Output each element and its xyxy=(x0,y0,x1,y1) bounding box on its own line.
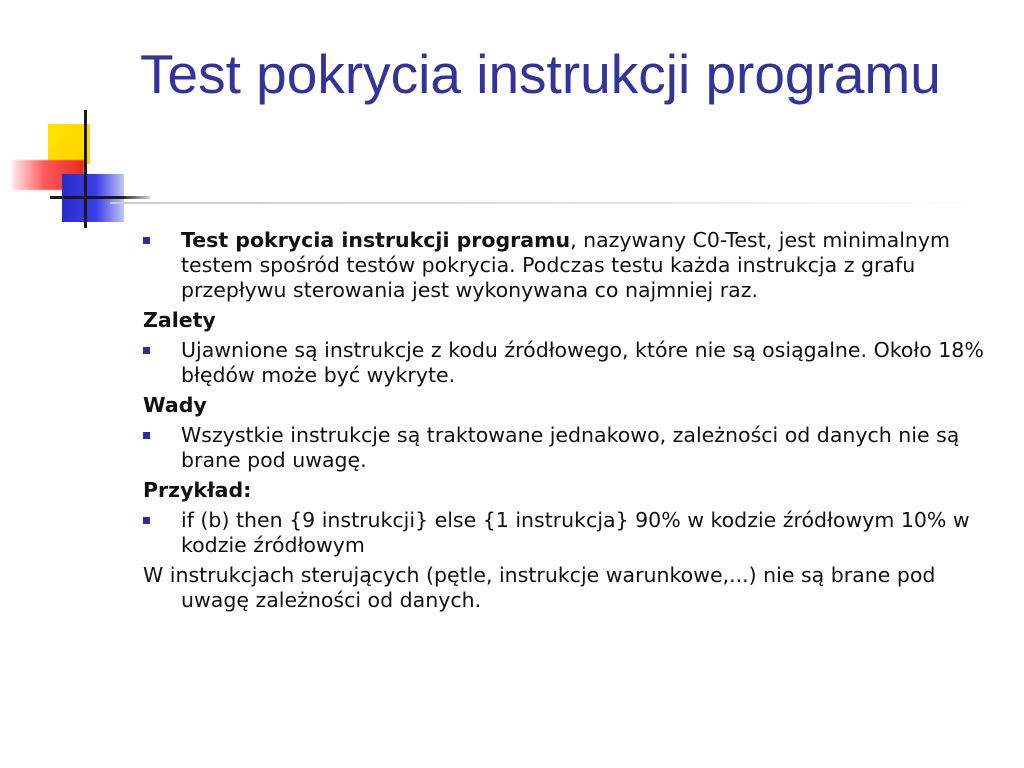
closing-paragraph: W instrukcjach sterujących (pętle, instrukcje warunkowe,...) nie są brane pod uwagę zależności od danych. xyxy=(143,563,936,612)
bullet-square-icon xyxy=(143,347,150,354)
section-heading-przyklad: Przykład: xyxy=(143,478,252,502)
slide-title: Test pokrycia instrukcji programu xyxy=(140,43,941,105)
corner-decoration xyxy=(0,0,150,240)
decoration-horizontal-line xyxy=(50,196,150,199)
bullet-item-example xyxy=(143,508,988,558)
bullet-square-icon xyxy=(143,517,150,524)
bullet-item-advantages xyxy=(143,338,988,388)
bullet-item-disadvantages xyxy=(143,423,988,473)
bullet-text: if (b) then {9 instrukcji} else {1 instrukcja} 90% w kodzie źródłowym 10% w kodzie źródłowym xyxy=(181,508,970,557)
bullet-text: , nazywany C0-Test, jest minimalnym testem spośród testów pokrycia. Podczas testu każda instrukcja z grafu przepływu sterowania jest wykonywana co najmniej raz. xyxy=(181,228,951,302)
decoration-vertical-line xyxy=(84,110,87,228)
section-heading-zalety: Zalety xyxy=(143,308,216,332)
section-heading-wady: Wady xyxy=(143,393,207,417)
bullet-square-icon xyxy=(143,237,150,244)
bullet-bold-term: Test pokrycia instrukcji programu xyxy=(181,228,571,252)
bullet-square-icon xyxy=(143,432,150,439)
bullet-text: Wszystkie instrukcje są traktowane jednakowo, zależności od danych nie są brane pod uwagę. xyxy=(181,423,960,472)
slide-body xyxy=(143,228,988,613)
title-divider xyxy=(110,202,990,204)
bullet-text: Ujawnione są instrukcje z kodu źródłowego, które nie są osiągalne. Około 18% błędów może być wykryte. xyxy=(181,338,984,387)
bullet-item-definition xyxy=(143,228,988,303)
